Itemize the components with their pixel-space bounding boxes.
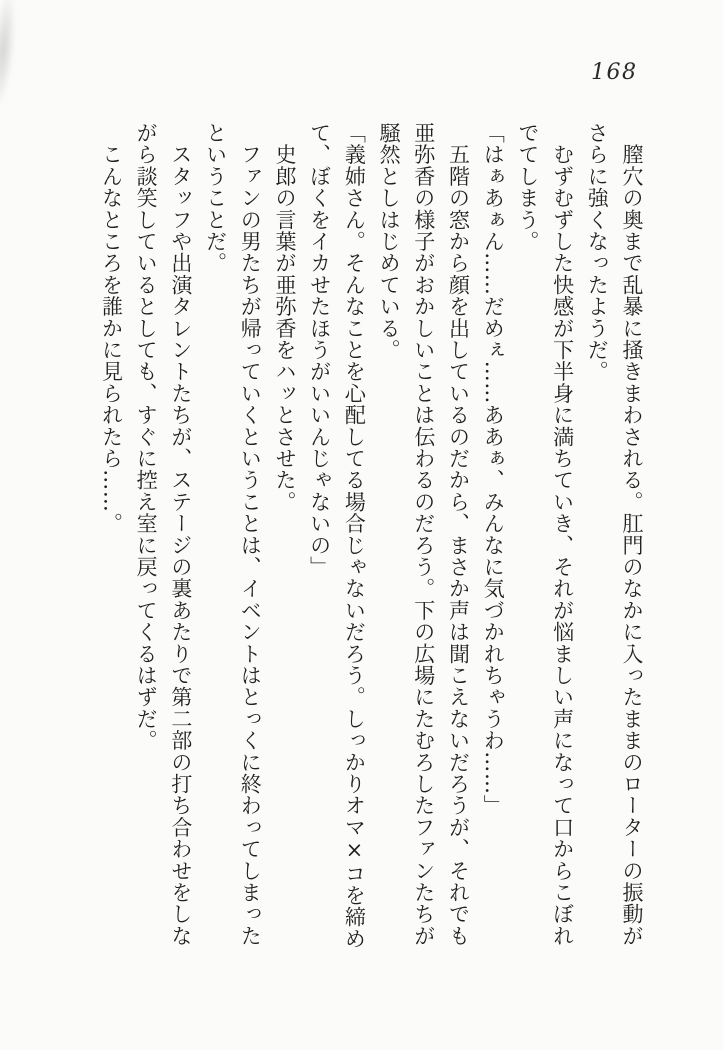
text-line: ということだ。 [203,122,228,274]
text-line: 膣穴の奥まで乱暴に掻きまわされる。肛門のなかに入ったままのローターの振動が [620,122,644,947]
text-line: こんなところを誰かに見られたら……。 [99,122,124,535]
text-line: 五階の窓から顔を出しているのだから、まさか声は聞こえないだろうが、それでも [446,122,471,947]
text-line: がら談笑しているとしても、すぐに控え室に戻ってくるはずだ。 [134,122,159,752]
text-line: て、ぼくをイカせたほうがいいんじゃないの」 [307,122,332,578]
text-line: スタッフや出演タレントたちが、ステージの裏あたりで第二部の打ち合わせをしな [168,122,193,947]
text-line: むずむずした快感が下半身に満ちていき、それが悩ましい声になって口からこぼれ [550,122,575,947]
text-line: 「義姉さん。そんなことを心配してる場合じゃないだろう。しっかりオマ×コを締め [342,122,367,950]
text-line: 亜弥香の様子がおかしいことは伝わるのだろう。下の広場にたむろしたファンたちが [411,122,436,947]
page-text [94,122,649,950]
text-line: ファンの男たちが帰っていくということは、イベントはとっくに終わってしまった [238,122,263,947]
page-number: 168 [591,60,638,85]
text-line: 史郎の言葉が亜弥香をハッとさせた。 [272,122,297,513]
text-line: でてしまう。 [515,122,540,253]
text-line: 「はぁあぁん……だめぇ……ああぁ、みんなに気づかれちゃうわ……」 [481,122,506,817]
scan-smudge-artifact [0,0,20,111]
text-line: さらに強くなったようだ。 [585,122,610,383]
text-line: 騒然としはじめている。 [377,122,402,361]
